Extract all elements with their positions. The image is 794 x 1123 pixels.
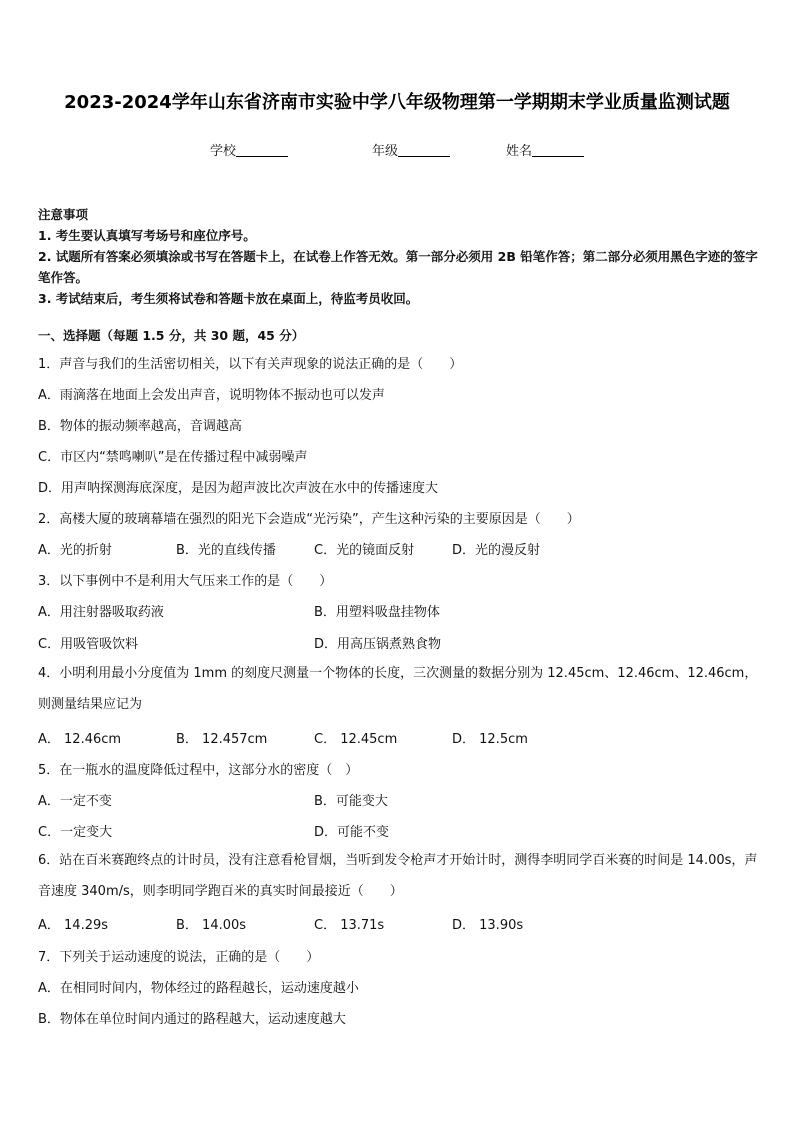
- school-label: 学校: [210, 144, 237, 159]
- question-stem: 3．以下事例中不是利用大气压来工作的是（ ）: [38, 574, 333, 589]
- question-option: C． 12.45cm: [314, 732, 398, 747]
- grade-blank: [398, 143, 450, 157]
- question-option: B． 14.00s: [176, 918, 247, 933]
- question-option: C．市区内“禁鸣喇叭”是在传播过程中减弱噪声: [38, 450, 308, 465]
- question-option: C． 13.71s: [314, 918, 385, 933]
- question-option: A．用注射器吸取药液: [38, 605, 164, 620]
- question-option: A．光的折射: [38, 543, 112, 558]
- question-option: D．光的漫反射: [452, 543, 541, 558]
- name-blank: [532, 143, 584, 157]
- name-field: [506, 140, 584, 159]
- question-option: A． 12.46cm: [38, 732, 122, 747]
- question-stem: 6．站在百米赛跑终点的计时员，没有注意看枪冒烟，当听到发令枪声才开始计时，测得李明同学百米赛的时间是 14.00s，声音速度 340m/s，则李明同学跑百米的真实时间最接近（ ）: [38, 853, 758, 899]
- question-option: D．用高压锅煮熟食物: [314, 637, 442, 652]
- notice-line: 1. 考生要认真填写考场号和座位序号。: [38, 228, 256, 243]
- question-stem: 1．声音与我们的生活密切相关，以下有关声现象的说法正确的是（ ）: [38, 357, 463, 372]
- exam-notice: [38, 204, 760, 309]
- question-option: A．在相同时间内，物体经过的路程越长，运动速度越小: [38, 981, 359, 996]
- school-blank: [236, 143, 288, 157]
- question-option: B．光的直线传播: [176, 543, 276, 558]
- question-option: B．用塑料吸盘挂物体: [314, 605, 440, 620]
- question-option: A．一定不变: [38, 794, 112, 809]
- question-option: A．雨滴落在地面上会发出声音，说明物体不振动也可以发声: [38, 388, 385, 403]
- question-option: B．可能变大: [314, 794, 388, 809]
- question-option: B．物体的振动频率越高，音调越高: [38, 419, 242, 434]
- page-title: 2023-2024学年山东省济南市实验中学八年级物理第一学期期末学业质量监测试题: [64, 92, 730, 113]
- question-option: C．一定变大: [38, 825, 113, 840]
- question-option: C．光的镜面反射: [314, 543, 415, 558]
- question-stem: 5．在一瓶水的温度降低过程中，这部分水的密度（ ）: [38, 763, 359, 778]
- section-heading: 一、选择题（每题 1.5 分，共 30 题，45 分）: [38, 328, 305, 343]
- notice-heading: 注意事项: [38, 207, 89, 222]
- question-option: D． 13.90s: [452, 918, 524, 933]
- student-info-row: [0, 140, 794, 160]
- notice-line: 3. 考试结束后，考生须将试卷和答题卡放在桌面上，待监考员收回。: [38, 291, 419, 306]
- name-label: 姓名: [506, 144, 533, 159]
- grade-field: [372, 140, 450, 159]
- question-option: D．用声呐探测海底深度，是因为超声波比次声波在水中的传播速度大: [38, 481, 439, 496]
- question-option: A． 14.29s: [38, 918, 109, 933]
- notice-line: 2. 试题所有答案必须填涂或书写在答题卡上，在试卷上作答无效。第一部分必须用 2B 铅笔作答；第二部分必须用黑色字迹的签字笔作答。: [38, 249, 758, 285]
- grade-label: 年级: [372, 144, 399, 159]
- question-option: D． 12.5cm: [452, 732, 528, 747]
- question-stem: 2．高楼大厦的玻璃幕墙在强烈的阳光下会造成“光污染”，产生这种污染的主要原因是（ ）: [38, 512, 580, 527]
- question-option: D．可能不变: [314, 825, 390, 840]
- school-field: [210, 140, 288, 159]
- question-option: C．用吸管吸饮料: [38, 637, 139, 652]
- question-stem: 7．下列关于运动速度的说法，正确的是（ ）: [38, 950, 320, 965]
- question-stem: 4．小明利用最小分度值为 1mm 的刻度尺测量一个物体的长度，三次测量的数据分别为 12.45cm、12.46cm、12.46cm，则测量结果应记为: [38, 666, 758, 712]
- question-option: B．物体在单位时间内通过的路程越大，运动速度越大: [38, 1012, 346, 1027]
- question-option: B． 12.457cm: [176, 732, 268, 747]
